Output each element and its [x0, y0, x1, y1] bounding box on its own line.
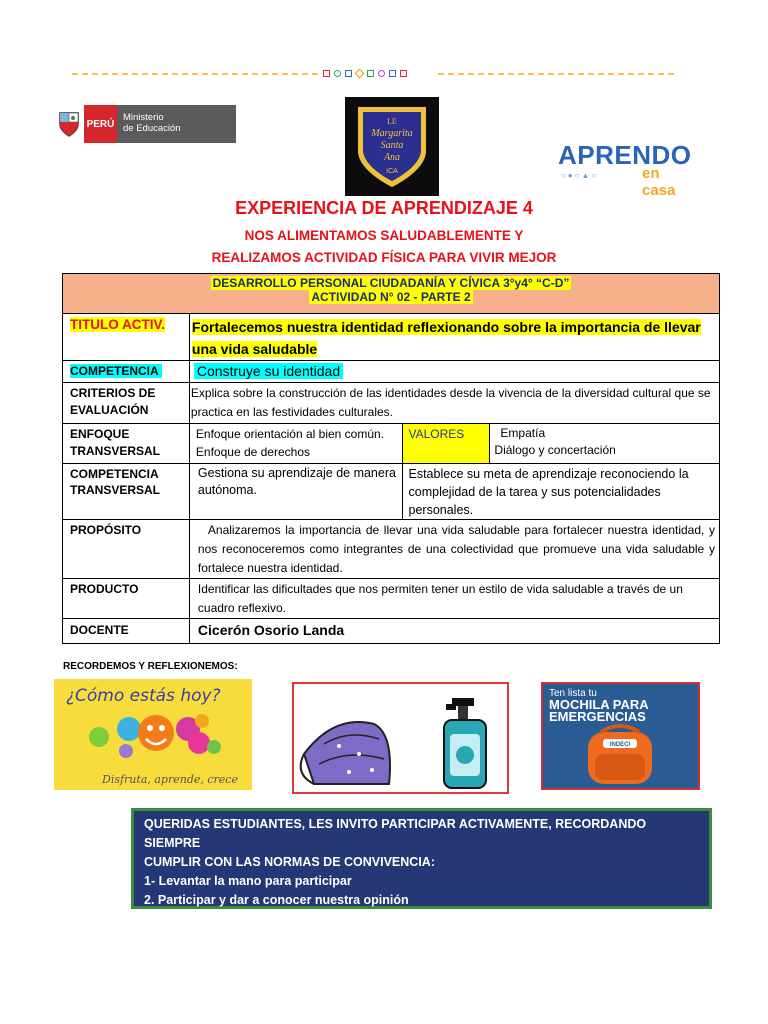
peru-coat-of-arms-icon: [54, 105, 84, 143]
titulo-label-cell: [63, 314, 190, 361]
mochila-text-2: MOCHILA PARA: [549, 697, 649, 712]
notice-line-5: 3. Respetar las opiniones …: [144, 912, 311, 926]
top-shapes-ornament: [323, 67, 433, 79]
docente-label: DOCENTE: [70, 623, 129, 637]
mochila-text-1: Ten lista tu: [549, 688, 597, 699]
face-mask-icon: [301, 722, 390, 784]
aprendo-subtitle: en casa: [642, 165, 676, 199]
valores-label-cell: [402, 424, 490, 464]
enfoque-value: Enfoque orientación al bien común. Enfoque de derechos: [189, 424, 402, 464]
competencia-label: COMPETENCIA: [70, 364, 162, 378]
valores-value-cell: [490, 424, 720, 464]
school-text-3: Santa: [380, 139, 404, 151]
competencia-value-cell: [189, 361, 719, 383]
aprendo-title: APRENDO: [558, 140, 692, 170]
comp-trans-value-2: Establece su meta de aprendizaje reconociendo la complejidad de la tarea y sus potencialidades personales.: [402, 464, 720, 520]
ministry-line-1: Ministerio: [123, 112, 164, 123]
competencia-label-cell: [63, 361, 190, 383]
como-estas-hoy-image: [54, 679, 252, 790]
peru-badge: PERÚ: [84, 105, 117, 143]
docente-label-cell: [63, 619, 190, 644]
ministry-logo: [54, 105, 236, 143]
school-text-5: ICA: [386, 167, 398, 175]
comp-trans-label-cell: [63, 464, 190, 520]
experience-title: EXPERIENCIA DE APRENDIZAJE 4: [235, 198, 533, 218]
proposito-label-cell: [63, 520, 190, 579]
criterios-label-1: CRITERIOS DE: [70, 386, 156, 400]
producto-value: Identificar las dificultades que nos permiten tener un estilo de vida saludable a través de un cuadro reflexivo.: [189, 579, 719, 619]
notice-line-1: QUERIDAS ESTUDIANTES, LES INVITO PARTICIPAR ACTIVAMENTE, RECORDANDO SIEMPRE: [144, 817, 647, 850]
school-text-1: I.E: [387, 116, 397, 126]
valores-value-2: Diálogo y concertación: [494, 443, 616, 457]
experience-subtitle-1: NOS ALIMENTAMOS SALUDABLEMENTE Y: [244, 228, 524, 243]
notice-line-3: 1- Levantar la mano para participar: [144, 874, 352, 888]
activity-table: [62, 273, 720, 644]
proposito-label: PROPÓSITO: [70, 523, 142, 537]
comp-trans-label-1: COMPETENCIA: [70, 467, 159, 481]
enfoque-label-1: ENFOQUE: [70, 427, 130, 441]
como-estas-hoy-caption: Disfruta, aprende, crece: [102, 773, 238, 786]
table-header: [63, 274, 720, 314]
comp-trans-value-1: Gestiona su aprendizaje de manera autónoma.: [189, 464, 402, 520]
school-text-2: Margarita: [371, 127, 413, 139]
notice-line-2: CUMPLIR CON LAS NORMAS DE CONVIVENCIA:: [144, 855, 435, 869]
como-estas-hoy-title: ¿Cómo estás hoy?: [66, 686, 221, 706]
criterios-label-2: EVALUACIÓN: [70, 403, 149, 417]
school-text-4: Ana: [383, 151, 401, 163]
criterios-label-cell: [63, 383, 190, 424]
norms-notice-box: [131, 808, 712, 926]
mask-and-sanitizer-image: [292, 682, 509, 794]
aprendo-shapes-icon: ○●○▲○: [561, 171, 599, 180]
proposito-value: Analizaremos la importancia de llevar una vida saludable para fortalecer nuestra identidad, y nos reconoceremos como integrantes de una colectividad que promueve una vida saludable y fortalece nuestra identidad.: [189, 520, 719, 579]
enfoque-label-2: TRANSVERSAL: [70, 444, 161, 458]
enfoque-label-cell: [63, 424, 190, 464]
top-dashed-line-right: [438, 73, 674, 75]
school-shield-icon: [352, 103, 432, 191]
valores-value-1: Empatía: [500, 426, 546, 440]
school-logo: [345, 97, 439, 196]
docente-value: Cicerón Osorio Landa: [189, 619, 719, 644]
backpack-icon: [588, 726, 652, 784]
producto-label: PRODUCTO: [70, 582, 139, 596]
aprendo-en-casa-logo: [555, 140, 697, 199]
course-title: DESARROLLO PERSONAL CIUDADANÍA Y CÍVICA 3°y4° “C-D”: [212, 276, 570, 290]
activity-number: ACTIVIDAD N° 02 - PARTE 2: [311, 290, 471, 304]
valores-label: VALORES: [408, 427, 465, 441]
indeci-badge: INDECI: [609, 742, 631, 748]
comp-trans-label-2: TRANSVERSAL: [70, 483, 161, 497]
competencia-value: Construye su identidad: [194, 363, 343, 379]
criterios-value: Explica sobre la construcción de las identidades desde la vivencia de la diversidad cultural que se practica en las festividades culturales.: [189, 383, 719, 424]
recordemos-heading: RECORDEMOS Y REFLEXIONEMOS:: [63, 661, 238, 672]
producto-label-cell: [63, 579, 190, 619]
titulo-value-cell: [189, 314, 719, 361]
ministry-line-2: de Educación: [123, 123, 181, 134]
titulo-label: TITULO ACTIV.: [70, 317, 166, 332]
notice-line-4: 2. Participar y dar a conocer nuestra opinión: [144, 893, 409, 907]
experience-subtitle-2: REALIZAMOS ACTIVIDAD FÍSICA PARA VIVIR MEJOR: [211, 250, 557, 265]
sanitizer-bottle-icon: [444, 698, 486, 788]
titulo-value: Fortalecemos nuestra identidad reflexionando sobre la importancia de llevar una vida saludable: [191, 319, 701, 357]
mochila-emergencias-image: [541, 682, 700, 790]
mochila-text-3: EMERGENCIAS: [549, 709, 646, 724]
top-dashed-line-left: [72, 73, 318, 75]
ministry-name: [117, 105, 236, 143]
